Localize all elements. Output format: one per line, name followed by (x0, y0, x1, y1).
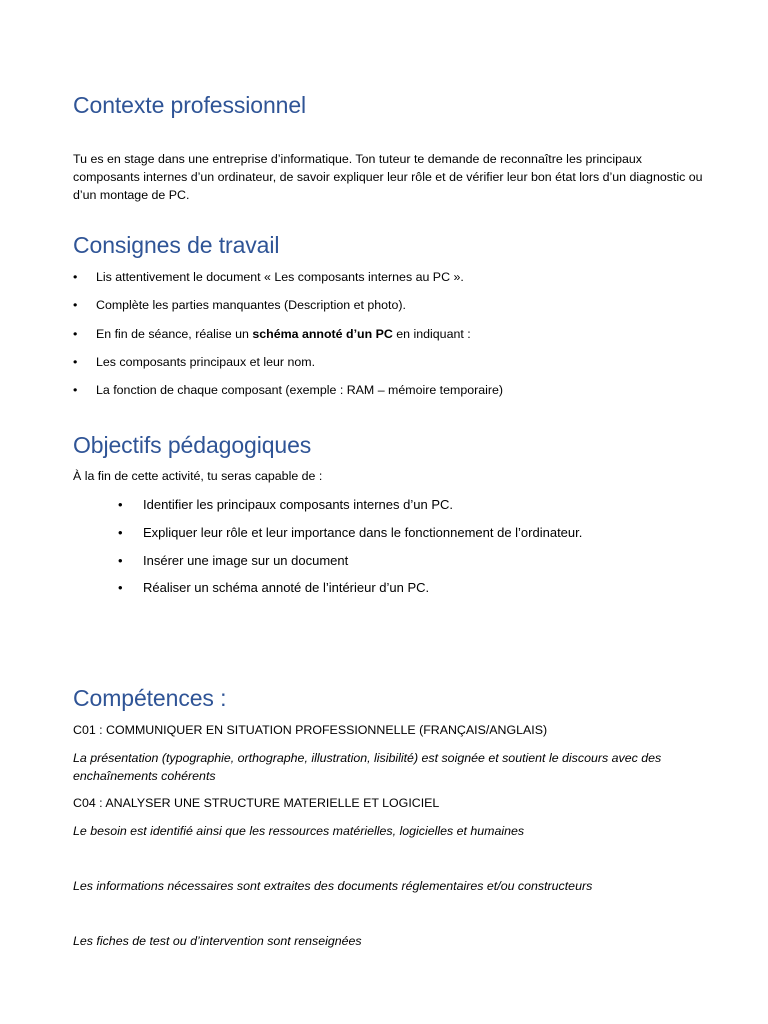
bullet-icon: • (118, 497, 123, 512)
heading-competences: Compétences : (73, 685, 227, 711)
bullet-icon: • (73, 270, 78, 284)
objectifs-list (118, 496, 582, 607)
list-item: • Réaliser un schéma annoté de l’intérieur d’un PC. (118, 580, 430, 596)
bullet-icon: • (73, 383, 78, 398)
bold-term: schéma annoté d’un PC (252, 326, 393, 341)
heading-consignes: Consignes de travail (73, 232, 280, 258)
list-item: • Les composants principaux et leur nom. (73, 354, 316, 369)
objectifs-intro: À la fin de cette activité, tu seras capable de : (73, 469, 323, 483)
consignes-list (73, 268, 503, 409)
competence-c01-label: C01 : COMMUNIQUER EN SITUATION PROFESSIONNELLE (FRANÇAIS/ANGLAIS) (73, 723, 548, 737)
list-item: • Identifier les principaux composants internes d’un PC. (118, 497, 453, 512)
heading-contexte: Contexte professionnel (73, 92, 307, 118)
list-item: • La fonction de chaque composant (exemple : RAM – mémoire temporaire) (73, 383, 504, 398)
competence-c01-description: La présentation (typographie, orthographe, illustration, lisibilité) est soignée et soutient le discours avec des enchaînements cohérents (73, 751, 662, 783)
bullet-icon: • (118, 552, 123, 568)
competence-c04-description-1: Le besoin est identifié ainsi que les ressources matérielles, logicielles et humaines (73, 824, 525, 838)
bullet-icon: • (73, 326, 78, 341)
competence-c04-description-2: Les informations nécessaires sont extraites des documents réglementaires et/ou constructeurs (73, 879, 593, 893)
list-item: • Insérer une image sur un document (118, 552, 349, 568)
bullet-icon: • (73, 354, 78, 369)
list-item: • Complète les parties manquantes (Description et photo). (73, 298, 406, 313)
competence-c04-description-3: Les fiches de test ou d’intervention sont renseignées (73, 934, 362, 948)
list-item: • Lis attentivement le document « Les composants internes au PC ». (73, 270, 464, 284)
list-item: • En fin de séance, réalise un schéma annoté d’un PC en indiquant : (73, 326, 471, 341)
bullet-icon: • (118, 524, 123, 540)
contexte-paragraph: Tu es en stage dans une entreprise d’informatique. Ton tuteur te demande de reconnaître les principaux composants internes d’un ordinateur, de savoir expliquer leur rôle et de vérifier leur bon état lors d’un diagnostic ou d’un montage de PC. (73, 152, 703, 202)
bullet-icon: • (73, 298, 78, 313)
competence-c04-label: C04 : ANALYSER UNE STRUCTURE MATERIELLE ET LOGICIEL (73, 796, 440, 810)
list-item: • Expliquer leur rôle et leur importance dans le fonctionnement de l’ordinateur. (118, 524, 583, 540)
heading-objectifs: Objectifs pédagogiques (73, 432, 312, 458)
bullet-icon: • (118, 580, 123, 596)
